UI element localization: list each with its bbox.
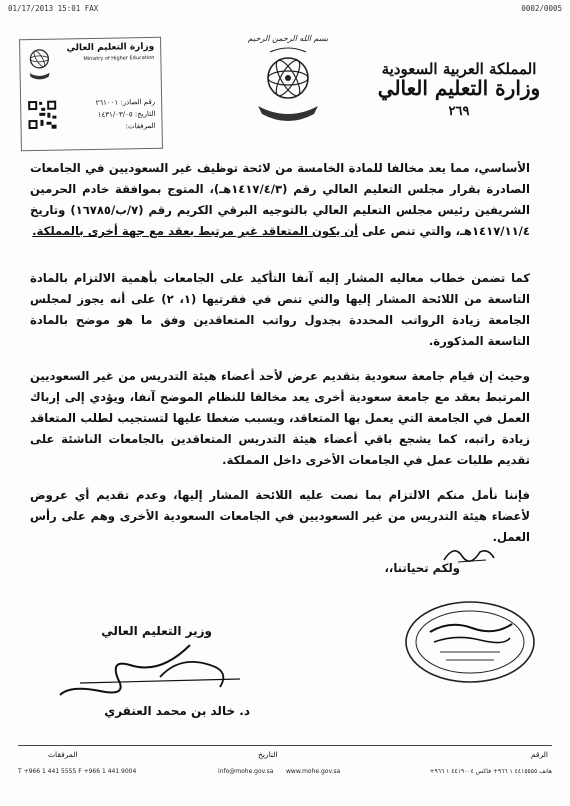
footer-email: info@mohe.gov.sa [218,768,274,775]
reference-lines [60,96,156,134]
closing-line: ولكم تحياتنا،، [384,561,460,575]
basmala: بسم الله الرحمن الرحيم [247,34,329,43]
ministry-emblem-icon [240,44,336,134]
footer-number-label: الرقم [530,750,548,759]
paragraph-2: كما تضمن خطاب معاليه المشار إليه آنفا التأكيد على الجامعات بأهمية الالتزام بالمادة التاسعة من اللائحة المشار إليها والتي تنص في فقرتيها (١، ٢) على أنه يجوز لمجلس الجامعة زيادة الرواتب المحددة بجدول رواتب المتعاقدين وفق ما هو موضح بالمادة التاسعة المذكورة. [30,271,530,348]
kingdom-name: المملكة العربية السعودية [381,60,537,78]
footer-phone-en: T +966 1 441 5555 F +966 1 441 9004 [18,768,137,775]
footer-attachments-label: المرفقات [48,750,78,759]
letter-number: ٢٦٩ [448,104,470,119]
paragraph-1-underlined: أن يكون المتعاقد غير مرتبط بعقد مع جهة أخرى بالمملكة. [32,224,359,238]
fax-header [8,4,562,13]
letterhead [374,60,544,119]
ministry-name: وزارة التعليم العالي [377,76,541,100]
official-stamp-icon [400,594,540,689]
paragraph-1-text: الأساسي، مما يعد مخالفا للمادة الخامسة من لائحة توظيف غير السعوديين في الجامعات الصادرة بقرار مجلس التعليم العالي رقم (١٤١٧/٤/٣هـ)، المتوج بموافقة خادم الحرمين الشريفين رئيس مجلس التعليم العالي بالتوجيه البرقي الكريم رقم (٧/ب/١٦٧٨٥) وتاريخ ١٤١٧/١١/٤هـ، والتي تنص على [30,161,530,238]
box-ministry-title: وزارة التعليم العالي [66,41,155,54]
outgoing-date: التاريخ: ١٤٣١/٠٣/٠٥ [97,109,156,119]
qr-code-icon [27,100,58,131]
ministry-reference-box [19,37,163,151]
letter-footer [18,745,552,786]
fax-page-count: 0002/0005 [521,4,562,13]
attachments-line: المرفقات: [125,121,156,131]
signatory-name: د. خالد بن محمد العنقري [104,704,250,718]
paragraph-4: فإننا نأمل منكم الالتزام بما نصت عليه اللائحة المشار إليها، وعدم تقديم أي عروض لأعضاء هيئة التدريس من غير السعوديين في الجامعات السعودية الأخرى وهم على رأس العمل. [30,488,530,544]
box-ministry-subtitle: Ministry of Higher Education [83,54,155,63]
paragraph-3: وحيث إن قيام جامعة سعودية بتقديم عرض لأحد أعضاء هيئة التدريس من غير السعوديين المرتبط بعقد مع جامعة سعودية أخرى يعد مخالفا للنظام الموضح آنفا، ويؤدي إلى إرباك العمل في الجامعة التي يعمل بها المتعاقد، ويسبب ضغطا عليها لتستجيب لطلب المتعاقد زيادة راتبه، كما يشجع باقي أعضاء هيئة التدريس المتعاقدين بالجامعات الناشئة على تقديم طلبات عمل في الجامعات الأخرى داخل المملكة. [30,369,530,467]
signatory-title: وزير التعليم العالي [101,624,212,638]
footer-website: www.mohe.gov.sa [286,768,341,775]
outgoing-number: رقم الصادر: ٢٦١٠٠١ [95,97,156,107]
fax-timestamp: 01/17/2013 15:01 FAX [8,4,99,13]
minister-signature-icon [40,635,250,705]
footer-phone-ar: هاتف ٤٤١٥٥٥٥ ١ ٩٦٦+ فاكس ٤٤١٩٠٠٤ ١ ٩٦٦+ [429,768,552,775]
initials-signature-icon [440,540,500,570]
paragraph-1 [30,158,530,242]
ministry-logo-icon [26,46,53,82]
footer-date-label: التاريخ [258,750,278,759]
